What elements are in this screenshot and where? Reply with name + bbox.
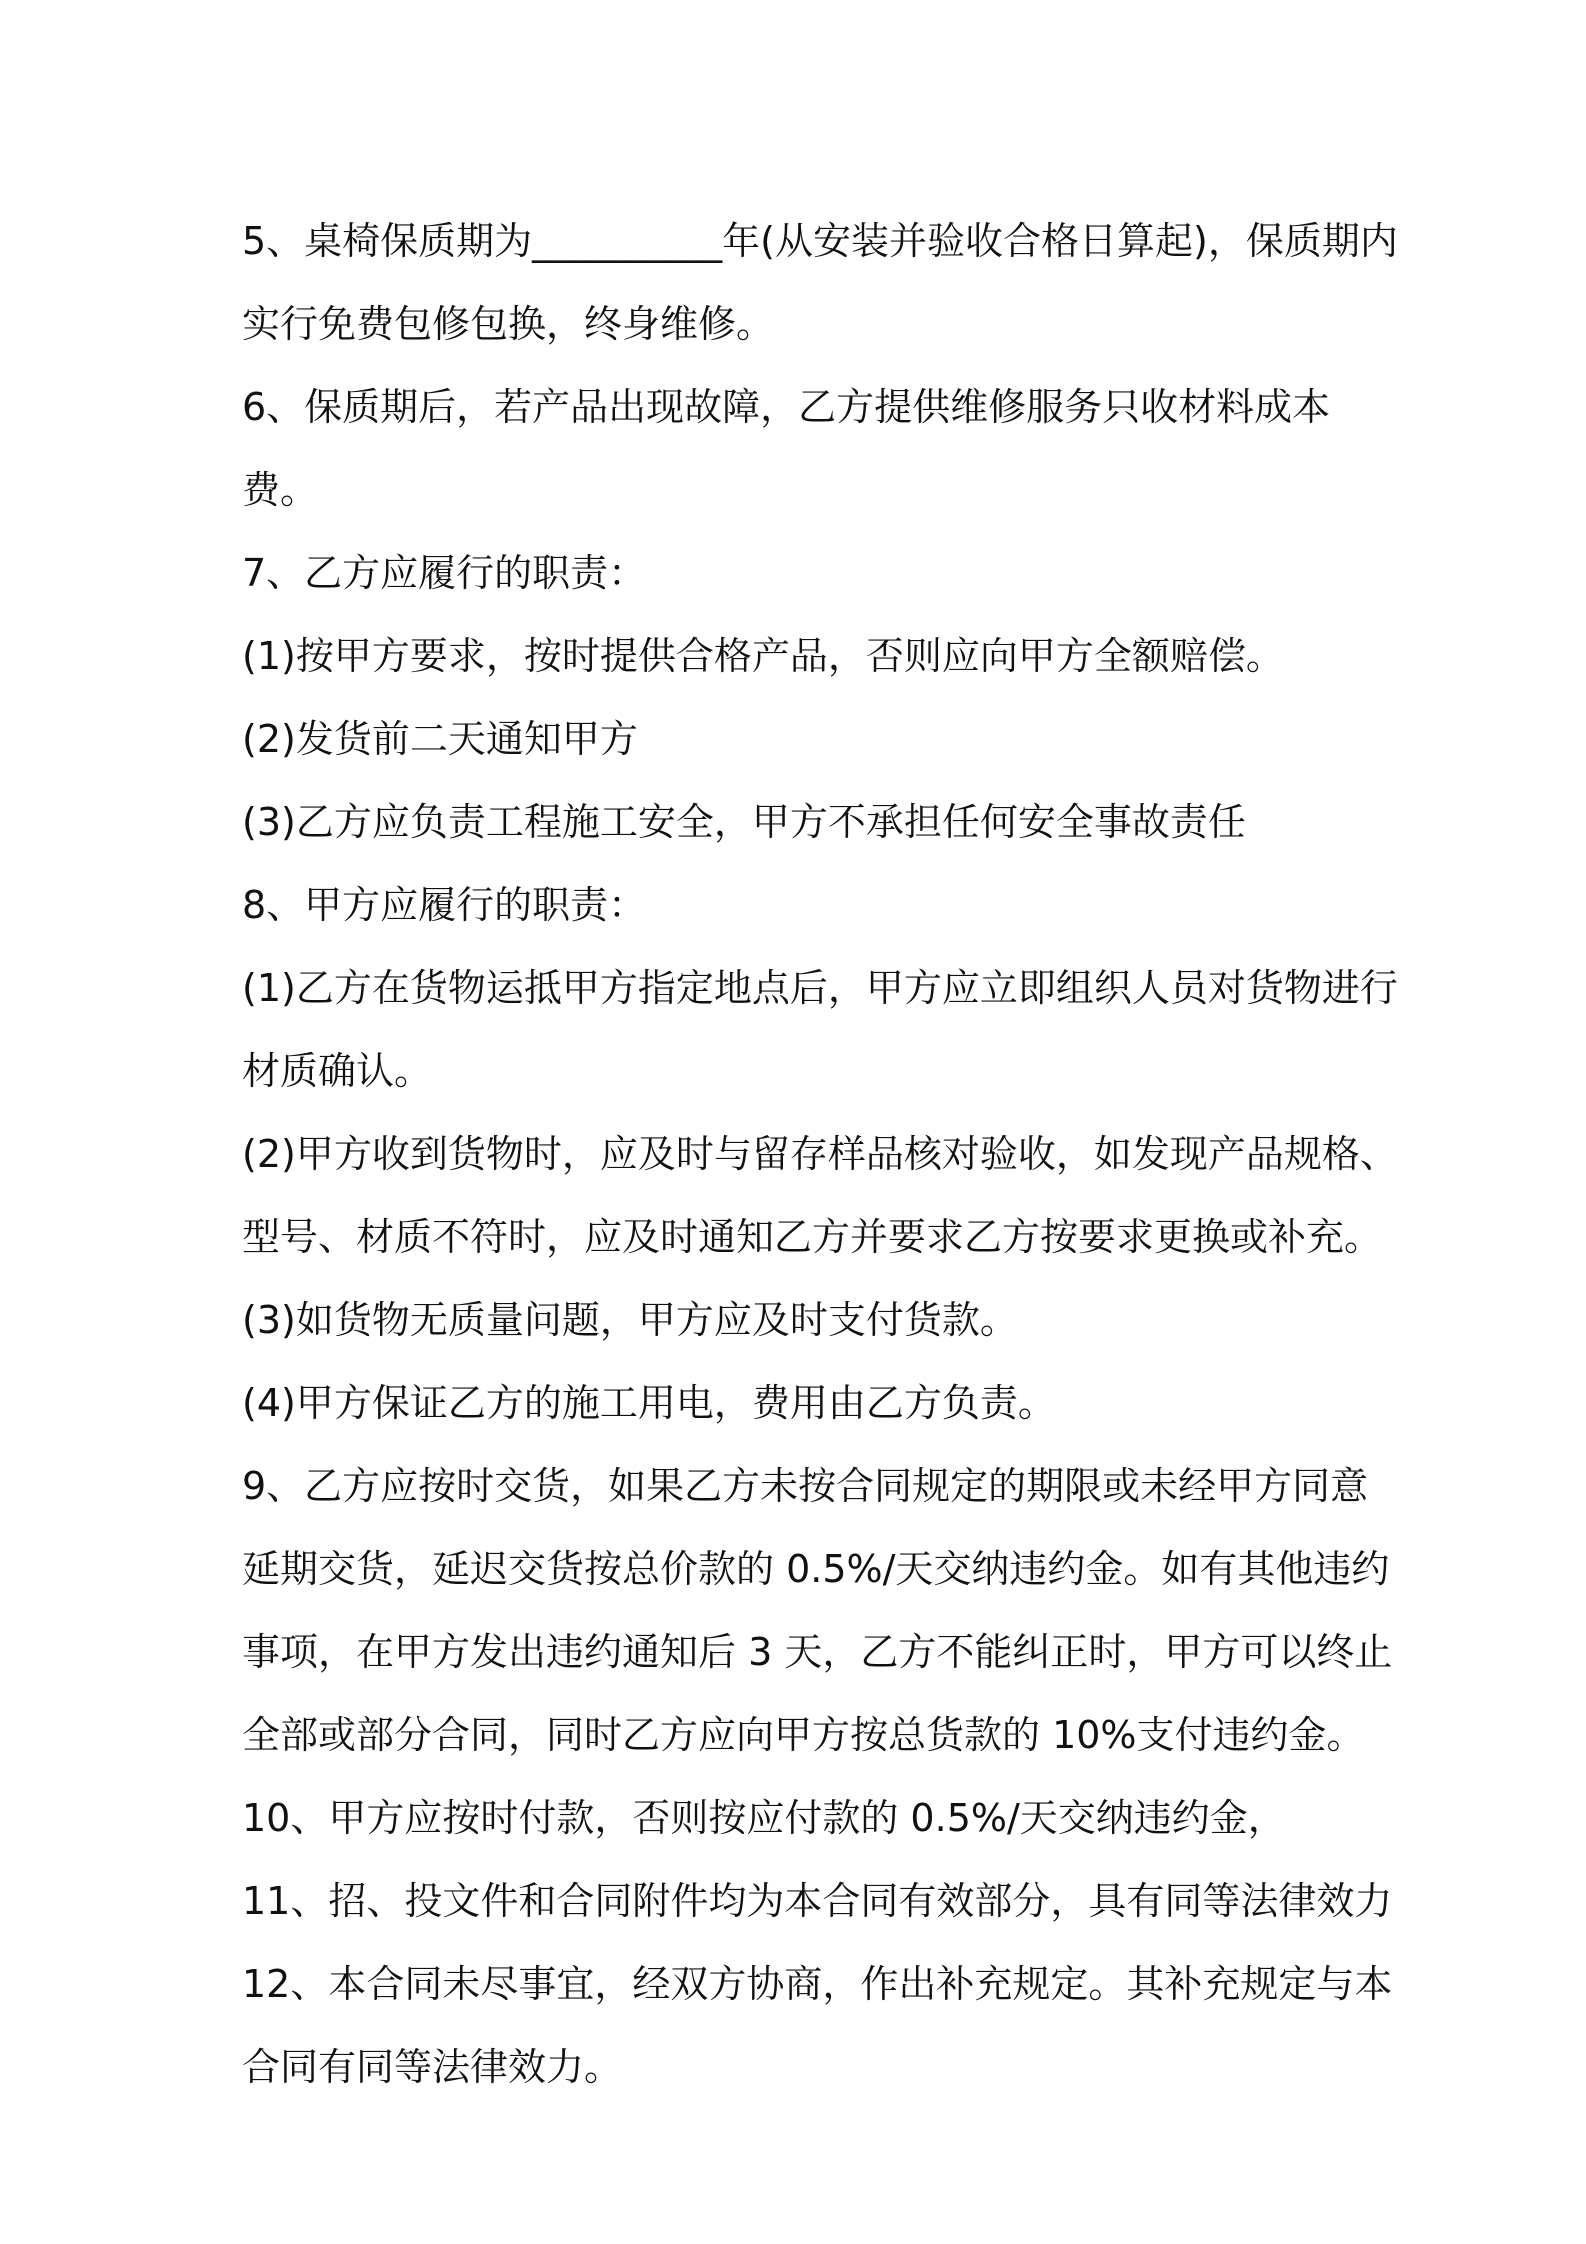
clause-11-attachments: 11、招、投文件和合同附件均为本合同有效部分，具有同等法律效力 [242, 1879, 1393, 1923]
clause-10-payment-penalty: 10、甲方应按时付款，否则按应付款的 0.5%/天交纳违约金， [242, 1796, 1286, 1840]
clause-8-item-4: (4)甲方保证乙方的施工用电，费用由乙方负责。 [242, 1381, 1056, 1425]
clause-8-item-2: (2)甲方收到货物时，应及时与留存样品核对验收，如发现产品规格、型号、材质不符时，应及时通知乙方并要求乙方按要求更换或补充。 [242, 1132, 1398, 1259]
clause-8-item-3: (3)如货物无质量问题，甲方应及时支付货款。 [242, 1298, 1018, 1342]
contract-page [242, 200, 1402, 2109]
clause-7-item-3: (3)乙方应负责工程施工安全，甲方不承担任何安全事故责任 [242, 800, 1246, 844]
clause-8-item-1: (1)乙方在货物运抵甲方指定地点后，甲方应立即组织人员对货物进行材质确认。 [242, 966, 1398, 1093]
clause-12-supplement: 12、本合同未尽事宜，经双方协商，作出补充规定。其补充规定与本合同有同等法律效力。 [242, 1962, 1393, 2089]
clause-7-item-2: (2)发货前二天通知甲方 [242, 717, 638, 761]
clause-6-after-warranty: 6、保质期后，若产品出现故障，乙方提供维修服务只收材料成本费。 [242, 385, 1331, 512]
clause-7-item-1: (1)按甲方要求，按时提供合格产品，否则应向甲方全额赔偿。 [242, 634, 1284, 678]
clause-7-heading: 7、乙方应履行的职责： [242, 551, 647, 595]
clause-5-warranty: 5、桌椅保质期为__________年(从安装并验收合格日算起)，保质期内实行免费包修包换，终身维修。 [242, 219, 1398, 346]
clause-9-delivery-penalty: 9、乙方应按时交货，如果乙方未按合同规定的期限或未经甲方同意延期交货，延迟交货按总价款的 0.5%/天交纳违约金。如有其他违约事项，在甲方发出违约通知后 3 天，乙方不能纠正时，甲方可以终止全部或部分合同，同时乙方应向甲方按总货款的 10%支付违约金。 [242, 1464, 1393, 1757]
clause-8-heading: 8、甲方应履行的职责： [242, 883, 647, 927]
